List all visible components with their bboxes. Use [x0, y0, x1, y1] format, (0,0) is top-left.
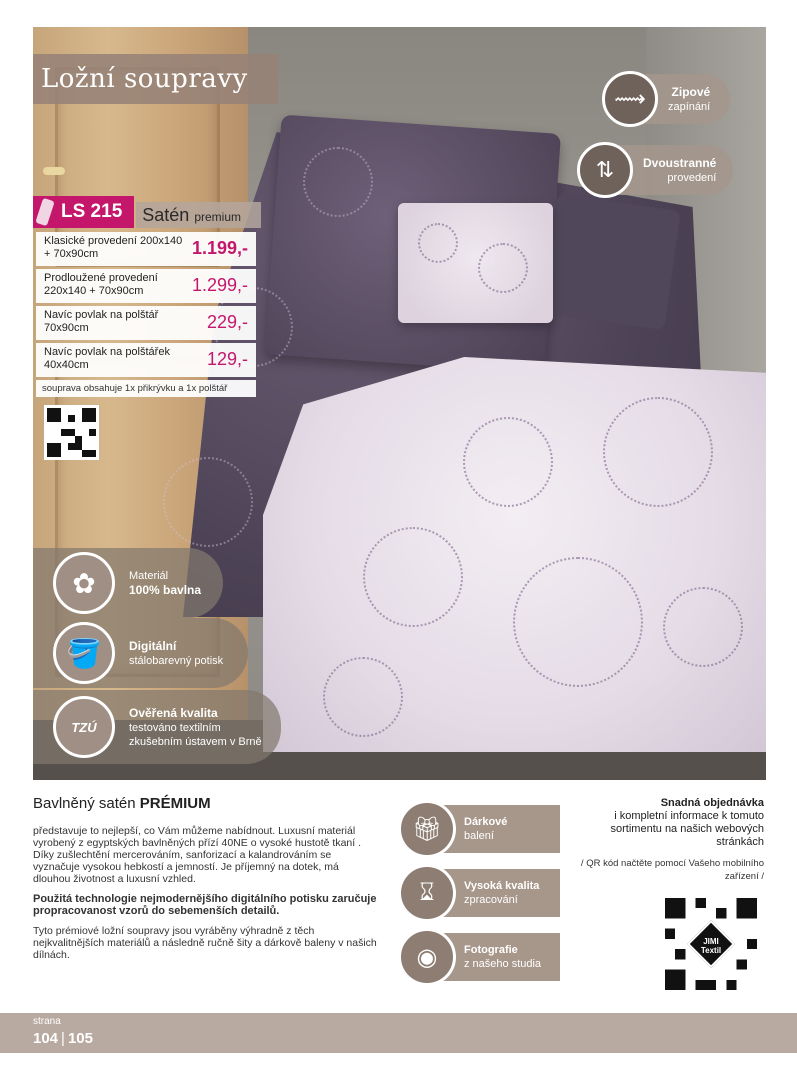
order-title: Snadná objednávka — [660, 797, 764, 809]
product-name-main: Satén — [142, 205, 190, 225]
feature-value: zpracování — [464, 894, 518, 906]
cotton-icon: ✿ — [53, 552, 115, 614]
feature-text — [464, 943, 541, 971]
feature-zipper — [608, 74, 730, 124]
feature-high-quality — [400, 869, 560, 917]
feature-reversible — [583, 145, 733, 195]
page-title: Ložní soupravy — [41, 64, 248, 94]
price-desc: Prodloužené provedení 220x140 + 70x90cm — [44, 272, 158, 297]
feature-title: Materiál — [129, 569, 169, 582]
section-title — [33, 795, 211, 812]
price-list — [36, 232, 256, 397]
feature-gift — [400, 805, 560, 853]
tzu-logo-icon — [53, 696, 115, 758]
price-desc: Navíc povlak na polštář 70x90cm — [44, 309, 159, 334]
feature-text — [129, 569, 215, 598]
price-row — [36, 343, 256, 377]
feature-value: stálobarevný potisk — [129, 654, 224, 667]
price-value: 1.199,- — [191, 238, 248, 258]
tzu-logo-text: TZÚ — [71, 719, 97, 735]
order-note: / QR kód načtěte pomocí Vašeho mobilního zařízení / — [580, 858, 764, 882]
price-row — [36, 232, 256, 266]
gift-icon: 🎁︎ — [398, 800, 456, 858]
zipper-icon: ⟿ — [602, 71, 658, 127]
description-text — [33, 825, 378, 969]
price-desc: Navíc povlak na polštářek 40x40cm — [44, 346, 170, 371]
feature-digital-print — [33, 618, 248, 688]
page-label: strana — [33, 1016, 61, 1027]
page-number-left: 104 — [33, 1030, 59, 1047]
feature-text — [668, 85, 720, 114]
feature-text — [129, 639, 237, 668]
order-info — [564, 797, 764, 883]
feature-title: Fotografie — [464, 944, 518, 956]
feature-title: Ověřená kvalita — [129, 705, 218, 720]
thread-spool-icon: ⌛︎ — [398, 864, 456, 922]
feature-title: Vysoká kvalita — [464, 880, 540, 892]
feature-value: 100% bavlna — [129, 582, 202, 597]
feature-material — [33, 548, 223, 618]
feature-text — [129, 706, 279, 749]
camera-icon: ◉ — [398, 928, 456, 986]
feature-title: Digitální — [129, 638, 177, 653]
price-value: 229,- — [206, 312, 248, 332]
product-code: LS 215 — [61, 201, 123, 222]
feature-value: zapínání — [668, 100, 711, 113]
title-banner — [33, 54, 278, 104]
page-number-right: 105 — [67, 1030, 93, 1047]
feature-title: Zipové — [671, 84, 711, 99]
feature-value: balení — [464, 830, 494, 842]
pillow-small-light — [398, 203, 553, 323]
reversible-icon: ⇅ — [577, 142, 633, 198]
pillow-right — [540, 194, 680, 330]
paint-bucket-icon: 🪣 — [53, 622, 115, 684]
product-name-suffix: premium — [194, 210, 242, 224]
fabric-roll-icon — [35, 198, 54, 226]
product-code-badge — [33, 196, 134, 228]
product-name — [136, 202, 261, 228]
feature-quality — [33, 690, 281, 764]
price-row — [36, 269, 256, 303]
feature-text — [464, 879, 539, 907]
price-note: souprava obsahuje 1x přikrývku a 1x polštář — [36, 380, 256, 397]
order-text: i kompletní informace k tomuto sortimentu na našich webových stránkách — [610, 810, 764, 848]
description-para-bold: Použitá technologie nejmodernějšího digitálního potisku zaručuje propracovanost vzorů do sebemenších detailů. — [33, 893, 377, 917]
feature-title: Dvoustranné — [643, 155, 717, 170]
footer — [0, 1013, 797, 1053]
price-value: 1.299,- — [191, 275, 248, 295]
product-code-row — [33, 196, 261, 228]
price-desc: Klasické provedení 200x140 + 70x90cm — [44, 235, 183, 260]
page-numbers: 104 | 105 — [33, 1030, 93, 1047]
feature-photo-studio — [400, 933, 560, 981]
section-title-main: PRÉMIUM — [139, 795, 211, 812]
duvet-light — [263, 357, 766, 752]
price-value: 129,- — [206, 349, 248, 369]
feature-text — [464, 815, 507, 843]
feature-title: Dárkové — [464, 816, 508, 828]
section-title-prefix: Bavlněný satén — [33, 795, 136, 812]
feature-value: z našeho studia — [464, 958, 542, 970]
feature-text — [643, 156, 726, 185]
description-para: představuje to nejlepší, co Vám můžeme nabídnout. Luxusní materiál vyrobený z egyptských bavlněných přízí 40NE o vysoké hustotě tkaní . Díky zušlechtění mercerováním, sanforizací a kalandrováním se vyznačuje vysokou hebkostí a jemností. Je příjemný na dotek, má dlouhou životnost a luxusní vzhled. — [33, 825, 362, 885]
price-row — [36, 306, 256, 340]
feature-value: provedení — [667, 171, 717, 184]
jimi-logo-text: JIMI Textil — [700, 937, 722, 955]
description-para: Tyto prémiové ložní soupravy jsou vyráběny výhradně z těch nejkvalitnějších materiálů a následně ručně šity a dárkově baleny v našich dílnách. — [33, 925, 377, 961]
qr-code-product[interactable] — [44, 405, 99, 460]
feature-value: testováno textilním zkušebním ústavem v Brně — [129, 721, 262, 748]
